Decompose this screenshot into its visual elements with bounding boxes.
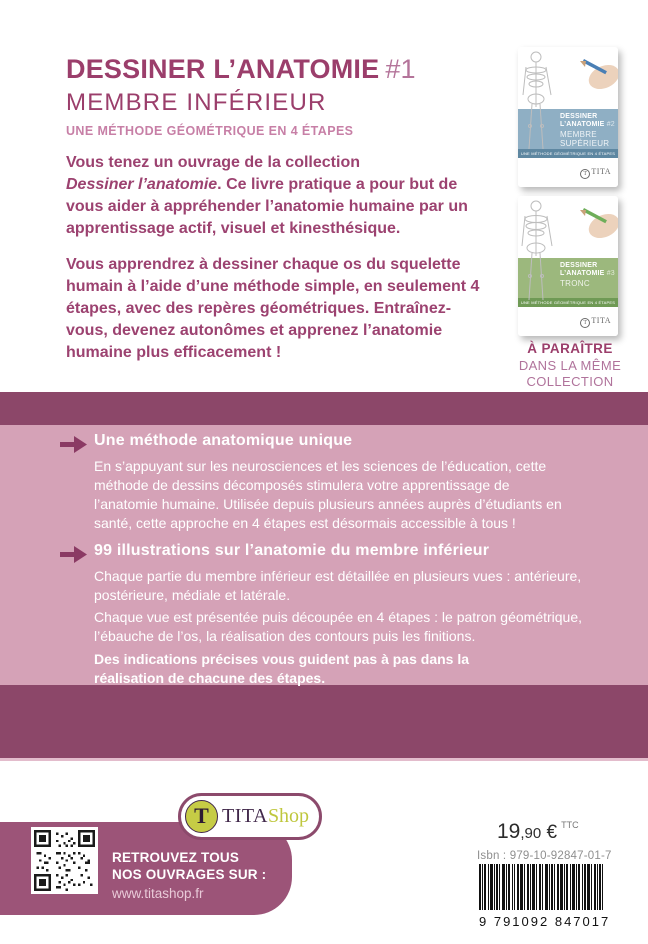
promo-line2: NOS OUVRAGES SUR : [112,867,267,882]
cover-subject: TRONC [560,279,590,288]
barcode-digits: 9 791092 847017 [479,914,611,929]
cover-issue: #2 [606,121,615,128]
feature-2-heading: 99 illustrations sur l’anatomie du membre inférieur [94,542,490,559]
page-title [66,54,416,85]
qr-code [31,827,98,894]
cover-title: DESSINER L’ANATOMIE #2 [560,113,615,128]
price-cents: ,90 [520,825,542,842]
page-subtitle: MEMBRE INFÉRIEUR [66,89,327,116]
feature-2-body-2: Chaque vue est présentée puis découpée en 4 étapes : le patron géométrique, l’ébauche de l’os, la réalisation des contours puis les finitions. [94,609,583,644]
skeleton-illustration-icon [520,198,576,334]
p1-before: Vous tenez un ouvrage de la collection [66,154,360,171]
price: 19,90 € $^{TTC}$ [497,820,579,843]
publisher-ring-icon: T [580,318,590,328]
tagline: UNE MÉTHODE GÉOMÉTRIQUE EN 4 ÉTAPES [66,124,354,138]
arrow-right-icon [60,436,88,453]
book-cover-membre-superieur [518,47,618,187]
arrow-right-icon [60,546,88,563]
titashop-t-icon: T [185,800,218,833]
hand-pencil-icon [572,200,618,244]
barcode-bars [479,864,603,910]
publisher-mark: T TITA [580,316,611,328]
isbn: Isbn : 979-10-92847-01-7 [477,850,612,862]
issue-number: #1 [385,54,416,84]
bottom-band [0,685,648,758]
band-edge-divider [0,758,648,761]
book-cover-tronc [518,196,618,336]
promo-text [112,849,266,901]
title-text: DESSINER L’ANATOMIE [66,54,380,84]
upcoming-line2: DANS LA MÊME COLLECTION [518,358,622,389]
publisher-ring-icon: T [580,169,590,179]
cover-issue: #3 [606,270,615,277]
cover-title: DESSINER L’ANATOMIE #3 [560,262,615,277]
price-int: 19 [497,820,521,843]
publisher-mark: T TITA [580,167,611,179]
p1-after: . Ce livre pratique a pour but de vous aider à appréhender l’anatomie humaine par un apprentissage actif, visuel et kinesthésique. [66,176,468,237]
hand-pencil-icon [572,51,618,95]
promo-line1: RETROUVEZ TOUS [112,850,240,865]
feature-1-heading: Une méthode anatomique unique [94,432,353,449]
barcode [479,864,611,929]
p1-book-title: Dessiner l’anatomie [66,176,218,193]
upcoming-line1: À PARAÎTRE [527,341,613,356]
shop-url: www.titashop.fr [112,886,204,901]
cover-strip: UNE MÉTHODE GÉOMÉTRIQUE EN 4 ÉTAPES [518,149,618,158]
feature-2-body-1: Chaque partie du membre inférieur est détaillée en plusieurs vues : antérieure, postérieure, médiale et latérale. [94,568,582,603]
upcoming-caption [500,341,640,390]
skeleton-illustration-icon [520,49,576,185]
intro-paragraph-2: Vous apprendrez à dessiner chaque os du squelette humain à l’aide d’une méthode simple, en seulement 4 étapes, avec des repères géométriques. Entraînez-vous, devenez autonômes et apprenez l’anatomie humaine plus efficacement ! [66,256,480,361]
intro-paragraph-1 [66,152,490,240]
logo-suffix: Shop [267,805,310,827]
cover-strip: UNE MÉTHODE GÉOMÉTRIQUE EN 4 ÉTAPES [518,298,618,307]
titashop-logo [178,793,322,840]
feature-2-emphasis: Des indications précises vous guident pas à pas dans la réalisation de chacune des étapes. [94,651,470,686]
cover-subject: MEMBRE SUPÉRIEUR [560,130,610,148]
feature-1-body: En s’appuyant sur les neurosciences et les sciences de l’éducation, cette méthode de dessins décomposés stimulera votre apprentissage de l’anatomie humaine. Utilisée depuis plusieurs années auprès d’étudiants en santé, cette approche en 4 étapes est désormais accessible à tous ! [94,458,562,531]
top-band [0,392,648,425]
logo-name: TITA [222,805,268,827]
price-tax: TTC [561,820,579,830]
